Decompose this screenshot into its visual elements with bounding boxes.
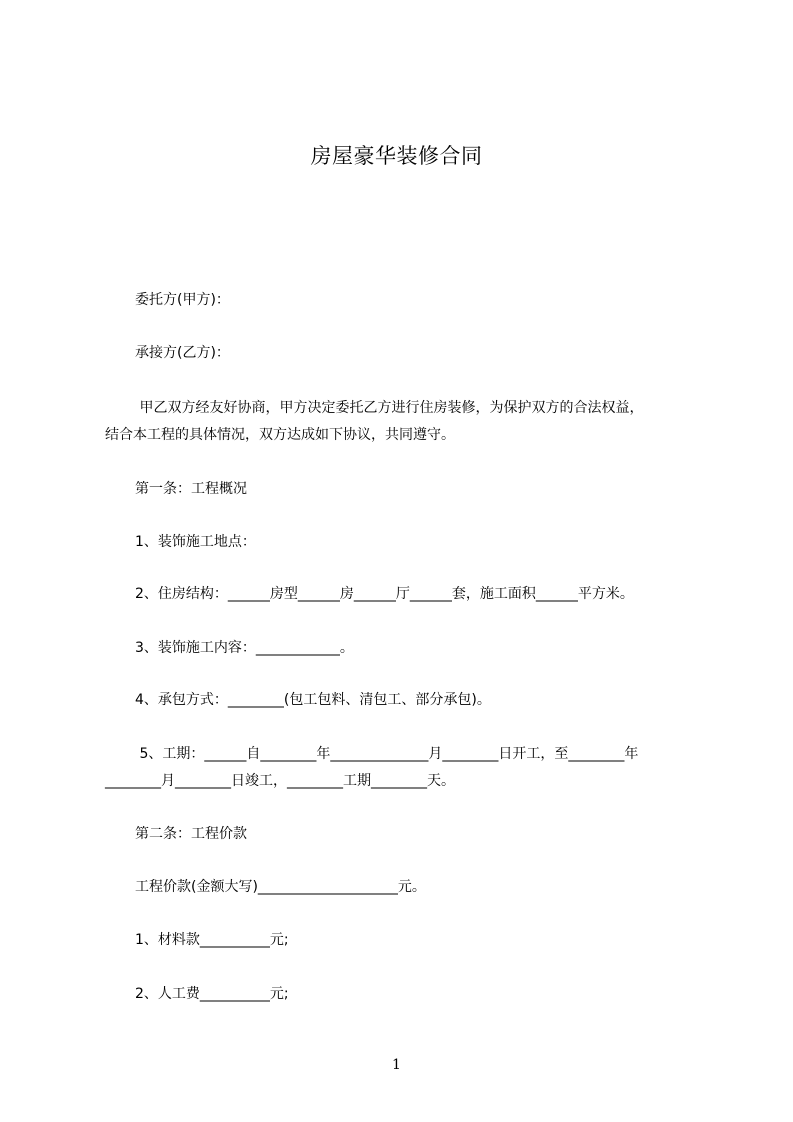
price-total: 工程价款(金额大写)____________________元。 <box>135 879 426 895</box>
item-4-contract-method: 4、承包方式：________(包工包料、清包工、部分承包)。 <box>135 692 491 708</box>
document-title: 房屋豪华装修合同 <box>310 144 483 168</box>
item-5-schedule-line-2: ________月________日竣工，________工期________天。 <box>105 773 455 789</box>
article-2-heading: 第二条：工程价款 <box>135 826 247 842</box>
price-item-materials: 1、材料款__________元; <box>135 932 289 948</box>
preamble-line-1: 甲乙双方经友好协商，甲方决定委托乙方进行住房装修，为保护双方的合法权益， <box>135 400 644 416</box>
party-a-label: 委托方(甲方)： <box>135 292 230 308</box>
item-3-content: 3、装饰施工内容：____________。 <box>135 640 354 656</box>
item-5-schedule-line-1: 5、工期：______自________年______________月________日开工，至________年 <box>135 746 639 762</box>
article-1-heading: 第一条：工程概况 <box>135 481 247 497</box>
party-b-label: 承接方(乙方)： <box>135 345 230 361</box>
preamble-line-2: 结合本工程的具体情况，双方达成如下协议，共同遵守。 <box>105 427 455 443</box>
item-2-structure: 2、住房结构：______房型______房______厅______套，施工面积______平方米。 <box>135 586 634 602</box>
page-number: 1 <box>392 1057 401 1073</box>
item-1-location: 1、装饰施工地点： <box>135 534 256 550</box>
price-item-labor: 2、人工费__________元; <box>135 986 289 1002</box>
